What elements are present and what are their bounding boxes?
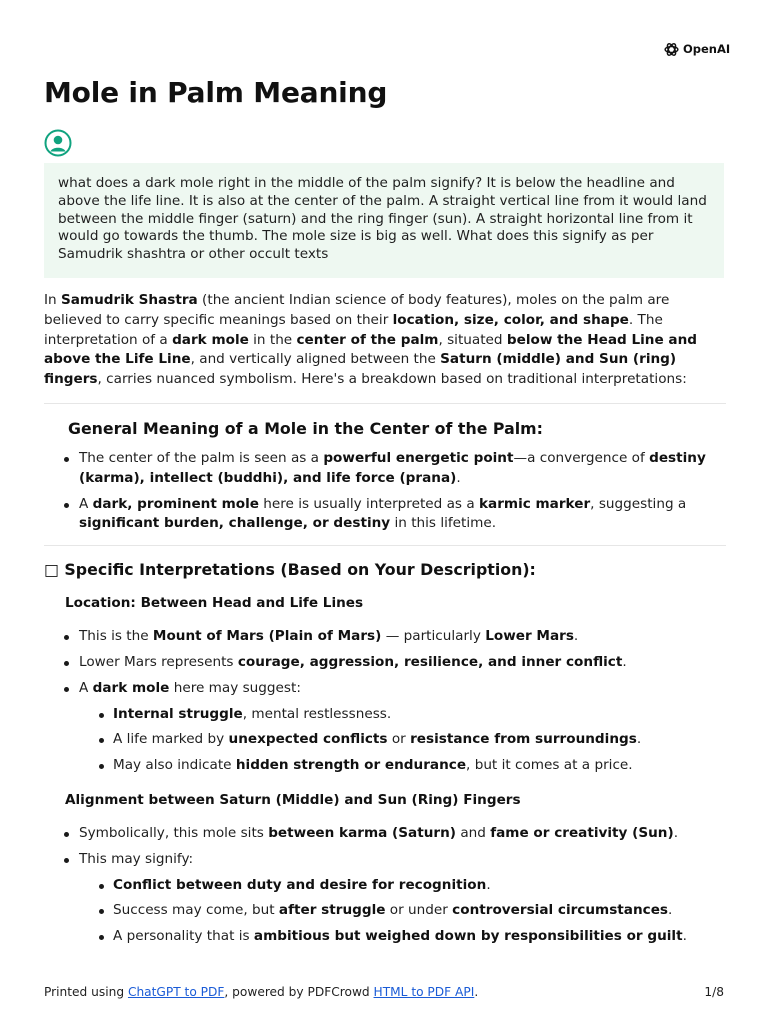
html-to-pdf-api-link[interactable]: HTML to PDF API: [373, 985, 475, 999]
text: —a convergence of: [513, 449, 650, 466]
text: (the ancient Indian science of body features), moles on the palm are believed to carry specific meanings based on their: [44, 292, 670, 328]
list-item: [44, 679, 726, 699]
location-sublist: [44, 705, 726, 776]
text: .: [682, 928, 687, 945]
bold-text: dark, prominent mole: [92, 495, 259, 512]
footer-credit: [44, 985, 478, 999]
chatgpt-to-pdf-link[interactable]: ChatGPT to PDF: [127, 985, 225, 999]
bold-text: unexpected conflicts: [228, 731, 388, 748]
list-item: [44, 653, 726, 673]
text: The center of the palm is seen as a: [79, 449, 324, 466]
bold-text: dark mole: [92, 679, 170, 696]
text: A: [79, 679, 93, 696]
bold-text: courage, aggression, resilience, and inner conflict: [237, 653, 623, 670]
bold-text: below the Head Line and above the Life Line: [44, 331, 698, 368]
openai-logo: [663, 40, 730, 58]
alignment-list: [44, 824, 726, 870]
text: , carries nuanced symbolism. Here's a breakdown based on traditional interpretations:: [97, 371, 687, 388]
text: . The interpretation of a: [44, 311, 663, 348]
text: , and vertically aligned between the: [190, 351, 441, 368]
alignment-sublist: [44, 876, 726, 947]
bold-text: between karma (Saturn): [268, 824, 456, 841]
text: This may signify:: [79, 850, 194, 867]
text: .: [573, 628, 579, 645]
intro-paragraph: [44, 291, 726, 390]
list-item: [44, 927, 726, 947]
subheading-alignment: Alignment between Saturn (Middle) and Sun (Ring) Fingers: [65, 791, 521, 808]
divider: [44, 545, 726, 546]
footer-suffix: .: [474, 985, 479, 999]
logo-text: OpenAI: [683, 42, 731, 56]
text: , suggesting a: [590, 495, 687, 512]
text: or: [387, 731, 411, 748]
text: Lower Mars represents: [79, 653, 238, 670]
text: .: [486, 876, 491, 893]
bold-text: Lower Mars: [485, 628, 574, 645]
text: Success may come, but: [113, 902, 279, 919]
page-number: 1/8: [704, 985, 724, 999]
general-meaning-list: [44, 449, 726, 534]
bold-text: center of the palm: [296, 331, 439, 348]
text: May also indicate: [113, 757, 236, 774]
list-item: [44, 449, 726, 489]
text: here is usually interpreted as a: [258, 495, 479, 512]
text: A life marked by: [113, 731, 229, 748]
bold-text: after struggle: [278, 902, 386, 919]
footer-prefix: Printed using: [44, 985, 128, 999]
text: , situated: [438, 331, 507, 348]
bold-text: powerful energetic point: [323, 449, 514, 466]
text: .: [673, 824, 679, 841]
assistant-answer: [44, 291, 726, 947]
text: — particularly: [381, 628, 486, 645]
page-footer: [44, 985, 724, 999]
bold-text: controversial circumstances: [452, 902, 669, 919]
list-item: [44, 850, 726, 870]
bold-text: fame or creativity (Sun): [490, 824, 674, 841]
bold-text: ambitious but weighed down by responsibilities or guilt: [253, 928, 683, 945]
list-item: [44, 730, 726, 750]
list-item: [44, 705, 726, 725]
text: here may suggest:: [169, 679, 301, 696]
bold-text: Saturn (middle) and Sun (ring) fingers: [44, 351, 677, 388]
text: A personality that is: [113, 928, 254, 945]
bold-text: location, size, color, and shape: [392, 311, 629, 328]
bold-text: dark mole: [172, 331, 249, 348]
text: Symbolically, this mole sits: [79, 824, 269, 841]
bold-text: significant burden, challenge, or destiny: [79, 515, 391, 532]
text: .: [636, 731, 642, 748]
section-heading-general: General Meaning of a Mole in the Center of the Palm:: [68, 418, 543, 438]
text: This is the: [79, 628, 153, 645]
list-item: [44, 495, 726, 535]
section-heading-specific: □ Specific Interpretations (Based on Your Description):: [44, 560, 536, 580]
subheading-location: Location: Between Head and Life Lines: [65, 595, 364, 612]
list-item: [44, 756, 726, 776]
bold-text: resistance from surroundings: [410, 731, 637, 748]
footer-middle: , powered by PDFCrowd: [224, 985, 374, 999]
list-item: [44, 901, 726, 921]
text: , mental restlessness.: [242, 705, 392, 722]
text: or under: [385, 902, 453, 919]
text: in the: [248, 331, 297, 348]
text: , but it comes at a price.: [466, 757, 633, 774]
text: in this lifetime.: [390, 515, 497, 532]
bold-text: Conflict between duty and desire for recognition: [113, 876, 487, 893]
bold-text: Samudrik Shastra: [60, 292, 198, 308]
bold-text: Mount of Mars (Plain of Mars): [152, 628, 382, 645]
text: In: [44, 292, 61, 308]
divider: [44, 403, 726, 404]
text: A: [79, 495, 93, 512]
list-item: [44, 824, 726, 844]
user-avatar-icon: [44, 129, 72, 157]
list-item: [44, 876, 726, 896]
text: .: [668, 902, 673, 919]
text: .: [622, 653, 627, 670]
user-question: what does a dark mole right in the middle of the palm signify? It is below the headline and above the life line. It is also at the center of the palm. A straight vertical line from it would land between the middle finger (saturn) and the ring finger (sun). A straight horizontal line from it would go towards the thumb. The mole size is big as well. What does this signify as per Samudrik shashtra or other occult texts: [44, 163, 724, 278]
location-list: [44, 627, 726, 698]
bold-text: Internal struggle: [113, 705, 243, 722]
bold-text: destiny (karma), intellect (buddhi), and life force (prana): [79, 449, 706, 486]
text: and: [456, 824, 491, 841]
list-item: [44, 627, 726, 647]
text: .: [456, 469, 461, 486]
bold-text: hidden strength or endurance: [235, 757, 467, 774]
openai-icon: [663, 41, 680, 58]
bold-text: karmic marker: [478, 495, 591, 512]
page-title: Mole in Palm Meaning: [44, 76, 388, 109]
